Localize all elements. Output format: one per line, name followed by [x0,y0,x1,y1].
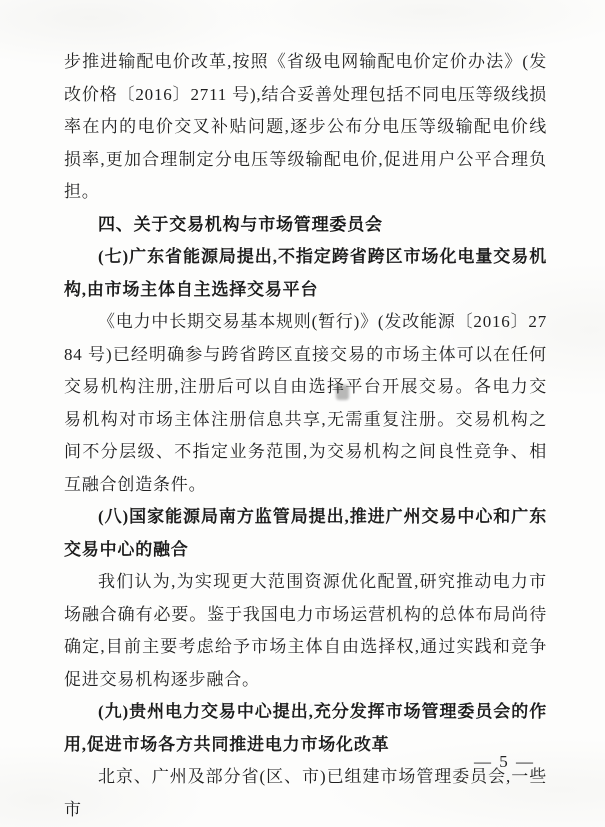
page-number: — 5 — [474,752,535,771]
item-heading: (七)广东省能源局提出,不指定跨省跨区市场化电量交易机构,由市场主体自主选择交易平台 [64,247,547,299]
document-body [64,46,547,826]
paragraph-list [64,46,547,826]
item-heading: (九)贵州电力交易中心提出,充分发挥市场管理委员会的作用,促进市场各方共同推进电力市场化改革 [64,702,547,754]
body-paragraph: 《电力中长期交易基本规则(暂行)》(发改能源〔2016〕2784 号)已经明确参与跨省跨区直接交易的市场主体可以在任何交易机构注册,注册后可以自由选择平台开展交易。各电力交易机构对市场主体注册信息共享,无需重复注册。交易机构之间不分层级、不指定业务范围,为交易机构之间良性竞争、相互融合创造条件。 [64,312,547,494]
item-heading: (八)国家能源局南方监管局提出,推进广州交易中心和广东交易中心的融合 [64,507,547,559]
body-paragraph: 北京、广州及部分省(区、市)已组建市场管理委员会,一些市 [64,767,547,819]
section-heading: 四、关于交易机构与市场管理委员会 [98,214,383,234]
body-paragraph: 步推进输配电价改革,按照《省级电网输配电价定价办法》(发改价格〔2016〕2711 号),结合妥善处理包括不同电压等级线损率在内的电价交叉补贴问题,逐步公布分电压等级输配电价线损率,更加合理制定分电压等级输配电价,促进用户公平合理负担。 [64,52,547,201]
body-paragraph: 我们认为,为实现更大范围资源优化配置,研究推动电力市场融合确有必要。鉴于我国电力市场运营机构的总体布局尚待确定,目前主要考虑给予市场主体自由选择权,通过实践和竞争促进交易机构逐步融合。 [64,572,547,689]
